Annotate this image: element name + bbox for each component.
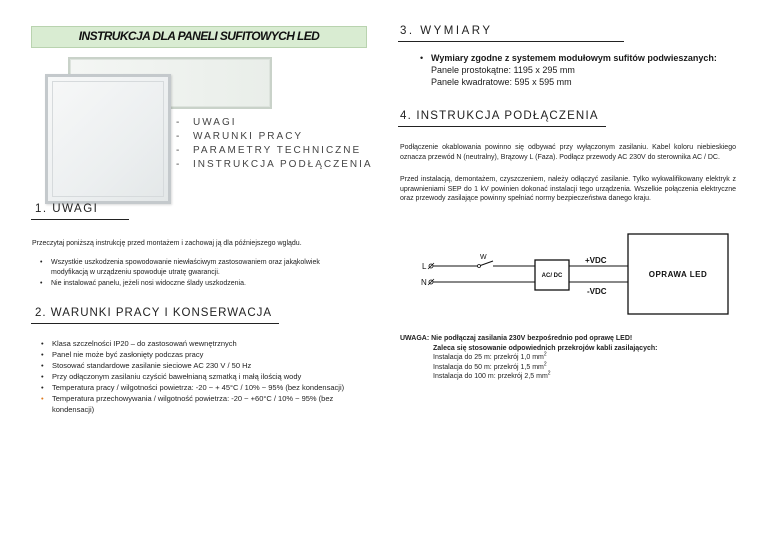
heading-underline	[398, 41, 624, 42]
section-heading-uwagi: 1. UWAGI	[35, 203, 99, 215]
list-item: • Wszystkie uszkodzenia spowodowanie niewłaściwym zastosowaniem oraz jakąkolwiek modyfikacją w urządzeniu spowoduje utratę gwarancji.	[37, 258, 357, 277]
heading-underline	[31, 323, 279, 324]
cable-row	[433, 353, 740, 363]
list-item: • Przy odłączonym zasilaniu czyścić bawełnianą szmatką i małą ilością wody	[38, 371, 368, 382]
heading-underline	[31, 219, 129, 220]
uwagi-intro: Przeczytaj poniższą instrukcję przed montażem i zachowaj ją dla późniejszego wglądu.	[32, 240, 302, 247]
section-wymiary-heading-wrap	[400, 25, 493, 37]
wymiary-bold-line: Wymiary zgodne z systemem modułowym sufitów podwieszanych:	[431, 53, 717, 63]
table-of-contents	[176, 116, 373, 172]
vdc-plus-label: +VDC	[585, 256, 607, 265]
cable-row-sup: 2	[543, 361, 547, 368]
section-uwagi-heading-wrap	[35, 203, 98, 215]
wymiary-line-2: Panele kwadratowe: 595 x 595 mm	[431, 77, 572, 87]
toc-item: - UWAGI	[176, 116, 373, 130]
list-item: • Panel nie może być zasłonięty podczas pracy	[38, 349, 368, 360]
cable-row-text: Instalacja do 100 m: przekrój 2,5 mm	[433, 373, 548, 380]
toc-item: - INSTRUKCJA PODŁĄCZENIA	[176, 158, 373, 172]
list-item: • Nie instalować panelu, jeżeli nosi widoczne ślady uszkodzenia.	[37, 279, 357, 289]
label-w: W	[480, 254, 487, 261]
toc-item: - PARAMETRY TECHNICZNE	[176, 144, 373, 158]
section-heading-instrukcja: 4. INSTRUKCJA PODŁĄCZENIA	[400, 110, 599, 122]
fixture-label: OPRAWA LED	[648, 270, 708, 279]
wiring-diagram	[409, 230, 745, 318]
wymiary-list	[417, 52, 747, 88]
uwaga-line-1: UWAGA: Nie podłączaj zasilania 230V bezpośrednio pod oprawę LED!	[400, 335, 633, 342]
cable-row-text: Instalacja do 50 m: przekrój 1,5 mm	[433, 363, 544, 371]
switch-pivot	[478, 265, 481, 268]
toc-item: - WARUNKI PRACY	[176, 130, 373, 144]
instrukcja-paragraph-2: Przed instalacją, demontażem, czyszczeniem, należy odłączyć zasilanie. Tylko wykwalifikowany elektryk z uprawnieniami SEP do 1 kV powinien dokonać instalacji tego urządzenia. Wszelkie połączenia elektryczne oraz przewody zasilające powinny spełniać normy bezpieczeństwa danego kraju.	[400, 176, 736, 202]
section-instrukcja-heading-wrap	[400, 110, 599, 122]
vdc-minus-label: -VDC	[587, 287, 607, 296]
page-title: INSTRUKCJA DLA PANELI SUFITOWYCH LED	[78, 29, 320, 43]
section-heading-wymiary: 3. WYMIARY	[400, 25, 493, 37]
list-item: • Temperatura przechowywania / wilgotność powietrza: -20 ~ +60°C / 10% ~ 95% (bez kondensacji)	[38, 393, 368, 415]
uwaga-line-2: Zaleca się stosowanie odpowiednich przekrojów kabli zasilających:	[433, 344, 658, 352]
cable-row-sup: 2	[543, 351, 547, 358]
cable-row	[433, 372, 740, 382]
instrukcja-paragraph-1: Podłączenie okablowania powinno się odbywać przy wyłączonym zasilaniu. Kabel koloru niebieskiego oznacza przewód N (neutralny), Brązowy L (Faza). Podłącz przewody AC 230V do sterownika AC / DC.	[400, 144, 736, 161]
list-item	[417, 52, 747, 88]
square-panel-image	[45, 74, 171, 204]
driver-label: AC/ DC	[541, 273, 563, 279]
list-item: • Klasa szczelności IP20 – do zastosowań wewnętrznych	[38, 338, 368, 349]
switch-blade	[479, 261, 493, 266]
title-banner	[31, 26, 367, 48]
uwagi-list	[37, 258, 357, 289]
cable-row-sup: 2	[547, 370, 551, 377]
uwaga-block	[400, 334, 740, 382]
list-item: • Stosować standardowe zasilanie sieciowe AC 230 V / 50 Hz	[38, 360, 368, 371]
warunki-list	[38, 338, 368, 415]
section-heading-warunki: 2. WARUNKI PRACY I KONSERWACJA	[35, 307, 273, 319]
label-n: N	[421, 278, 427, 287]
label-l: L	[422, 262, 427, 271]
section-warunki-heading-wrap	[35, 307, 272, 319]
heading-underline	[398, 126, 606, 127]
list-item: • Temperatura pracy / wilgotności powietrza: -20 ~ + 45°C / 10% ~ 95% (bez kondensacji)	[38, 382, 368, 393]
cable-row	[433, 363, 740, 373]
wymiary-line-1: Panele prostokątne: 1195 x 295 mm	[431, 65, 575, 75]
cable-row-text: Instalacja do 25 m: przekrój 1,0 mm	[433, 354, 544, 361]
